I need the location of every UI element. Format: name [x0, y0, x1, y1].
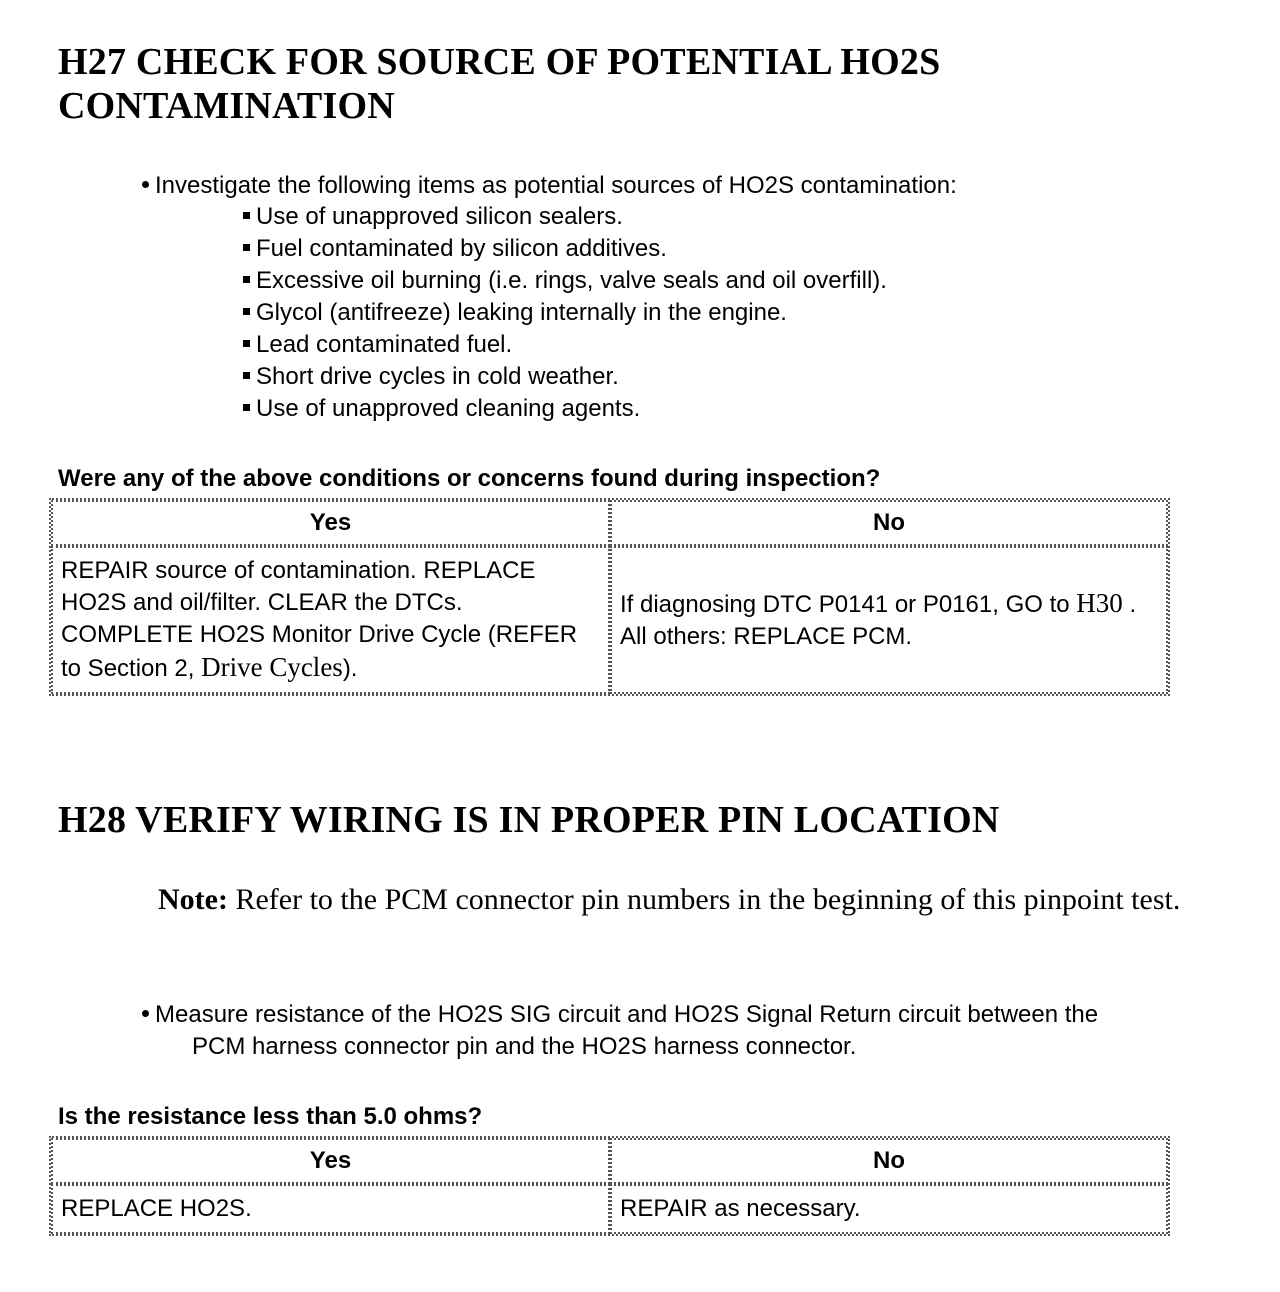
no-header: No	[610, 1138, 1168, 1184]
square-bullet-icon	[243, 212, 250, 219]
bullet-icon	[142, 1010, 149, 1017]
bullet-icon	[142, 181, 149, 188]
table-header-row	[51, 1138, 1168, 1184]
list-item: Use of unapproved cleaning agents.	[243, 393, 887, 425]
h27-result-table	[49, 498, 1170, 696]
list-item: Excessive oil burning (i.e. rings, valve seals and oil overfill).	[243, 265, 887, 297]
yes-action-cell: REPAIR source of contamination. REPLACE HO2S and oil/filter. CLEAR the DTCs. COMPLETE HO2S Monitor Drive Cycle (REFER to Section 2, Drive Cycles).	[51, 546, 610, 694]
no-action-cell: REPAIR as necessary.	[610, 1184, 1168, 1234]
square-bullet-icon	[243, 308, 250, 315]
table-row	[51, 546, 1168, 694]
list-item: Fuel contaminated by silicon additives.	[243, 233, 887, 265]
h28-title: H28 VERIFY WIRING IS IN PROPER PIN LOCATION	[58, 799, 1000, 841]
h27-intro-text: Investigate the following items as potential sources of HO2S contamination:	[155, 172, 957, 199]
list-item: Lead contaminated fuel.	[243, 329, 887, 361]
square-bullet-icon	[243, 404, 250, 411]
h28-result-table	[49, 1136, 1170, 1236]
square-bullet-icon	[243, 340, 250, 347]
list-item: Short drive cycles in cold weather.	[243, 361, 887, 393]
square-bullet-icon	[243, 244, 250, 251]
h28-measure-step: Measure resistance of the HO2S SIG circuit and HO2S Signal Return circuit between the PCM harness connector pin and the HO2S harness connector.	[142, 999, 1262, 1063]
table-header-row	[51, 500, 1168, 546]
yes-header: Yes	[51, 1138, 610, 1184]
h30-link[interactable]: H30	[1076, 588, 1123, 618]
h28-note	[158, 880, 1248, 920]
h28-question: Is the resistance less than 5.0 ohms?	[58, 1103, 483, 1130]
yes-action-cell: REPLACE HO2S.	[51, 1184, 610, 1234]
h27-intro	[142, 171, 957, 201]
square-bullet-icon	[243, 372, 250, 379]
drive-cycles-link[interactable]: Drive Cycles	[201, 652, 343, 682]
note-text: Refer to the PCM connector pin numbers in the beginning of this pinpoint test.	[235, 883, 1181, 916]
list-item: Glycol (antifreeze) leaking internally in the engine.	[243, 297, 887, 329]
h27-question: Were any of the above conditions or concerns found during inspection?	[58, 465, 881, 492]
list-item: Use of unapproved silicon sealers.	[243, 201, 887, 233]
h27-contamination-list	[243, 201, 887, 425]
square-bullet-icon	[243, 276, 250, 283]
yes-header: Yes	[51, 500, 610, 546]
no-action-cell: If diagnosing DTC P0141 or P0161, GO to H30 . All others: REPLACE PCM.	[610, 546, 1168, 694]
table-row	[51, 1184, 1168, 1234]
note-label: Note:	[158, 883, 228, 916]
h27-title: H27 CHECK FOR SOURCE OF POTENTIAL HO2S CONTAMINATION	[58, 41, 941, 127]
no-header: No	[610, 500, 1168, 546]
